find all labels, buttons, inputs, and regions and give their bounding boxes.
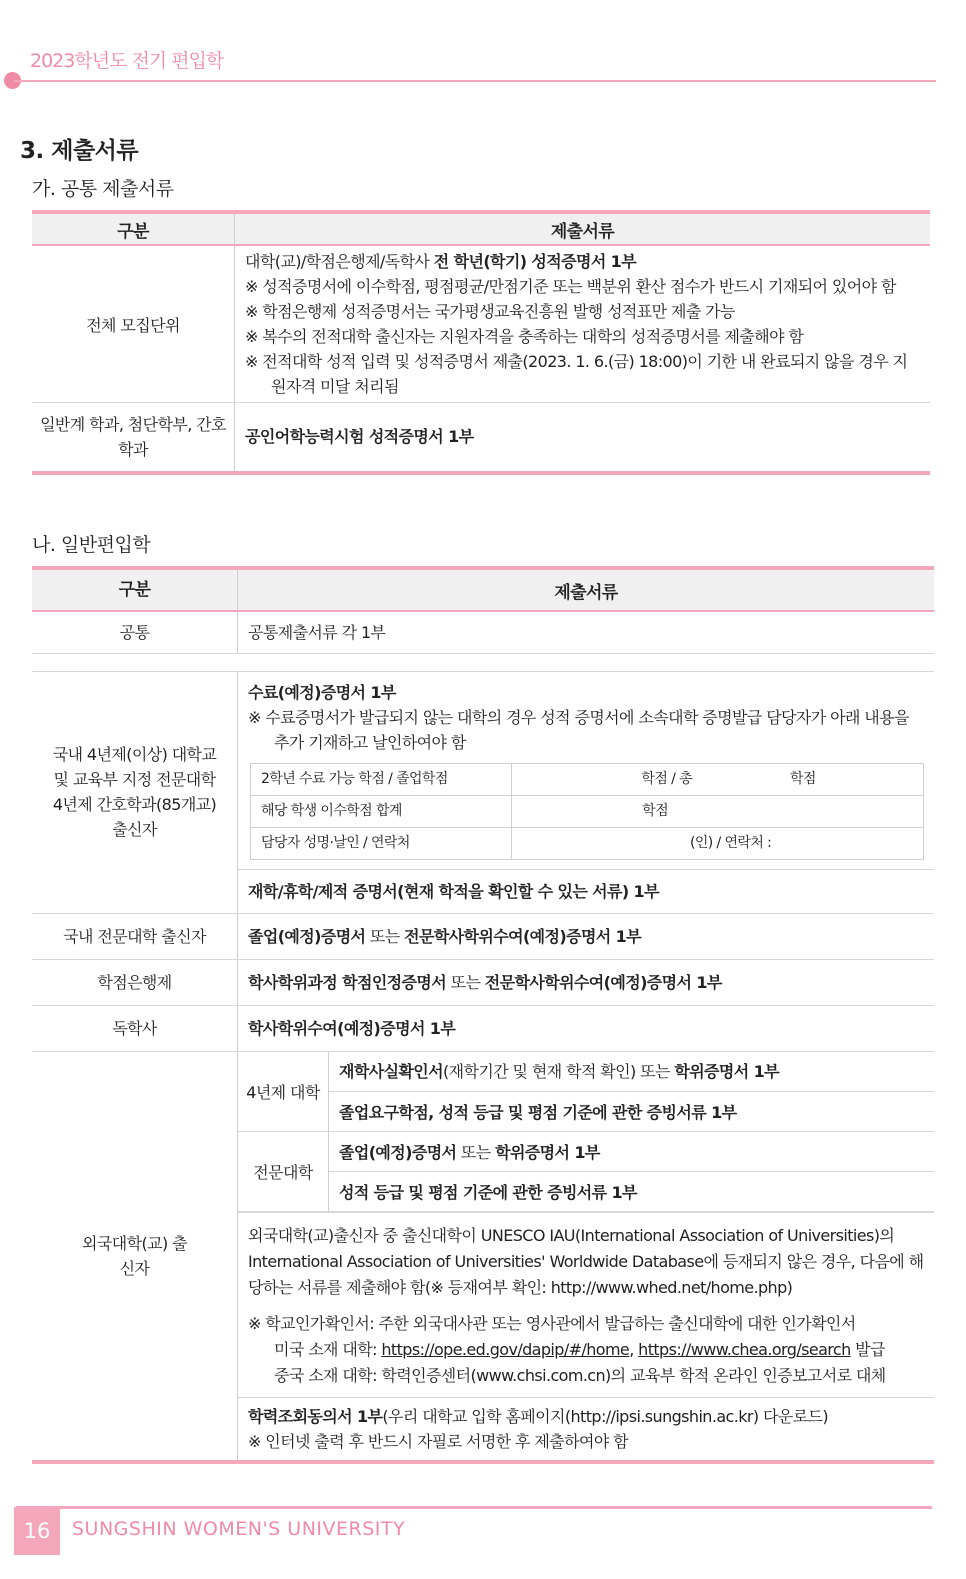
document-text-bold: 학력조회동의서 1부 <box>248 1407 383 1426</box>
row-content: 공인어학능력시험 성적증명서 1부 <box>235 403 931 473</box>
form-value <box>512 827 924 859</box>
subtable-content: 성적 등급 및 평점 기준에 관한 증빙서류 1부 <box>329 1172 935 1212</box>
form-value-text: (인) / 연락처 : <box>690 834 772 851</box>
form-row <box>251 827 924 859</box>
document-text-bold: 전 학년(학기) 성적증명서 1부 <box>433 252 637 271</box>
row-content <box>238 1398 935 1463</box>
subtable-row <box>238 1052 934 1092</box>
foreign-university-subtable <box>238 1052 934 1213</box>
subtable-row <box>238 1092 934 1132</box>
subtable-content: 졸업요구학점, 성적 등급 및 평점 기준에 관한 증빙서류 1부 <box>329 1092 935 1132</box>
row-content: 공통제출서류 각 1부 <box>238 611 935 653</box>
document-text-bold: 재학사실확인서 <box>339 1061 443 1081</box>
form-row <box>251 795 924 827</box>
header-rule <box>14 80 936 82</box>
note: ※ 전적대학 성적 입력 및 성적증명서 제출(2023. 1. 6.(금) 18:00)이 기한 내 완료되지 않을 경우 지원자격 미달 처리됨 <box>245 352 908 396</box>
row-content <box>238 1051 935 1213</box>
note-line: 중국 소재 대학: 학력인증센터(www.chsi.com.cn)의 교육부 학적 온라인 인증보고서로 대체 <box>274 1366 886 1385</box>
row-content: 학사학위수여(예정)증명서 1부 <box>238 1005 935 1051</box>
general-transfer-table <box>32 566 934 1464</box>
page-number: 16 <box>14 1507 60 1555</box>
note-text: 미국 소재 대학: <box>274 1340 382 1359</box>
form-label: 해당 학생 이수학점 합계 <box>251 795 512 827</box>
document-text-bold: 학사학위과정 학점인정증명서 <box>248 972 447 992</box>
document-text: (우리 대학교 입학 홈페이지(http://ipsi.sungshin.ac.kr) 다운로드) <box>382 1407 829 1426</box>
footer-university-name: SUNGSHIN WOMEN'S UNIVERSITY <box>72 1518 406 1540</box>
column-header-category: 구분 <box>32 212 235 245</box>
document-line: 수료(예정)증명서 1부 <box>248 682 396 702</box>
form-value <box>512 763 924 795</box>
dapip-link[interactable]: https://ope.ed.gov/dapip/#/home <box>381 1340 630 1359</box>
document-text-bold: 졸업(예정)증명서 <box>248 926 366 946</box>
form-row <box>251 763 924 795</box>
form-value-text: 학점 <box>642 802 668 819</box>
form-value-text: 학점 / 총 <box>641 770 692 787</box>
column-header-documents: 제출서류 <box>238 568 935 611</box>
row-label: 일반계 학과, 첨단학부, 간호학과 <box>32 403 235 473</box>
paragraph: 외국대학(교)출신자 중 출신대학이 UNESCO IAU(International Association of Universities)의 International Association of Universities' Worldwide Database에 등재되지 않은 경우, 다음에 해당하는 서류를 제출해야 함(※ 등재여부 확인: http://www.whed.net/home.php) <box>248 1226 924 1297</box>
row-content <box>235 245 931 403</box>
section-title: 3. 제출서류 <box>20 138 139 164</box>
table-row <box>32 959 934 1005</box>
document-line <box>248 1404 924 1429</box>
subtable-row <box>238 1132 934 1172</box>
note: ※ 학점은행제 성적증명서는 국가평생교육진흥원 발행 성적표만 제출 가능 <box>245 302 735 321</box>
table-header-row <box>32 212 930 245</box>
row-content <box>238 959 935 1005</box>
table-row <box>32 671 934 869</box>
form-label: 2학년 수료 가능 학점 / 졸업학점 <box>251 763 512 795</box>
column-header-category: 구분 <box>32 568 238 611</box>
form-value-text: 학점 <box>790 770 816 787</box>
note: ※ 학교인가확인서: 주한 외국대사관 또는 영사관에서 발급하는 출신대학에 대한 인가확인서 <box>248 1314 856 1333</box>
note: ※ 수료증명서가 발급되지 않는 대학의 경우 성적 증명서에 소속대학 증명발급 담당자가 아래 내용을 추가 기재하고 날인하여야 함 <box>248 707 909 752</box>
row-label: 독학사 <box>32 1005 238 1051</box>
common-documents-table <box>32 210 930 475</box>
row-label: 외국대학(교) 출신자 <box>32 1051 238 1462</box>
spacer-row <box>32 653 934 671</box>
table-row <box>32 913 934 959</box>
table-row <box>32 403 930 473</box>
row-content <box>238 671 935 869</box>
row-label: 전체 모집단위 <box>32 245 235 403</box>
note-text: , <box>629 1340 639 1359</box>
document-text: 또는 <box>456 1143 496 1162</box>
row-label: 국내 4년제(이상) 대학교 및 교육부 지정 전문대학 4년제 간호학과(85개교) 출신자 <box>32 671 238 913</box>
row-content: 재학/휴학/제적 증명서(현재 학적을 확인할 수 있는 서류) 1부 <box>238 869 935 913</box>
subtable-label: 4년제 대학 <box>238 1052 329 1132</box>
document-text: 또는 <box>365 926 405 946</box>
note: ※ 성적증명서에 이수학점, 평점평균/만점기준 또는 백분위 환산 점수가 반드시 기재되어 있어야 함 <box>245 277 896 296</box>
document-text-bold: 학위증명서 1부 <box>674 1061 779 1081</box>
row-content <box>238 1213 935 1398</box>
chea-link[interactable]: https://www.chea.org/search <box>638 1340 851 1359</box>
subtable-content <box>329 1052 935 1092</box>
certification-form-table <box>250 763 924 860</box>
table-row <box>32 245 930 403</box>
note-text: 발급 <box>850 1340 885 1359</box>
document-text-bold: 전문학사학위수여(예정)증명서 1부 <box>484 972 722 992</box>
document-line <box>245 249 920 274</box>
table-header-row <box>32 568 934 611</box>
note: ※ 복수의 전적대학 출신자는 지원자격을 충족하는 대학의 성적증명서를 제출해야 함 <box>245 327 804 346</box>
row-content <box>238 913 935 959</box>
form-value <box>512 795 924 827</box>
table-row <box>32 1051 934 1213</box>
document-text: (재학기간 및 현재 학적 확인) 또는 <box>443 1061 675 1081</box>
table-row <box>32 1005 934 1051</box>
column-header-documents: 제출서류 <box>235 212 931 245</box>
form-label: 담당자 성명·날인 / 연락처 <box>251 827 512 859</box>
subtable-content <box>329 1132 935 1172</box>
note-line <box>248 1337 924 1363</box>
row-label: 학점은행제 <box>32 959 238 1005</box>
document-text-bold: 졸업(예정)증명서 <box>339 1143 457 1162</box>
subsection-title-common: 가. 공통 제출서류 <box>32 178 174 200</box>
subsection-title-general: 나. 일반편입학 <box>32 534 151 556</box>
row-label: 국내 전문대학 출신자 <box>32 913 238 959</box>
document-text: 또는 <box>446 972 485 992</box>
document-text: 대학(교)/학점은행제/독학사 <box>245 252 434 271</box>
document-text-bold: 학위증명서 1부 <box>495 1143 600 1162</box>
document-text-bold: 전문학사학위수여(예정)증명서 1부 <box>404 926 642 946</box>
row-label: 공통 <box>32 611 238 653</box>
subtable-row <box>238 1172 934 1212</box>
table-row <box>32 611 934 653</box>
subtable-label: 전문대학 <box>238 1132 329 1212</box>
footer-rule <box>16 1506 932 1509</box>
note: ※ 인터넷 출력 후 반드시 자필로 서명한 후 제출하여야 함 <box>248 1432 629 1451</box>
running-header: 2023학년도 전기 편입학 <box>30 50 224 72</box>
